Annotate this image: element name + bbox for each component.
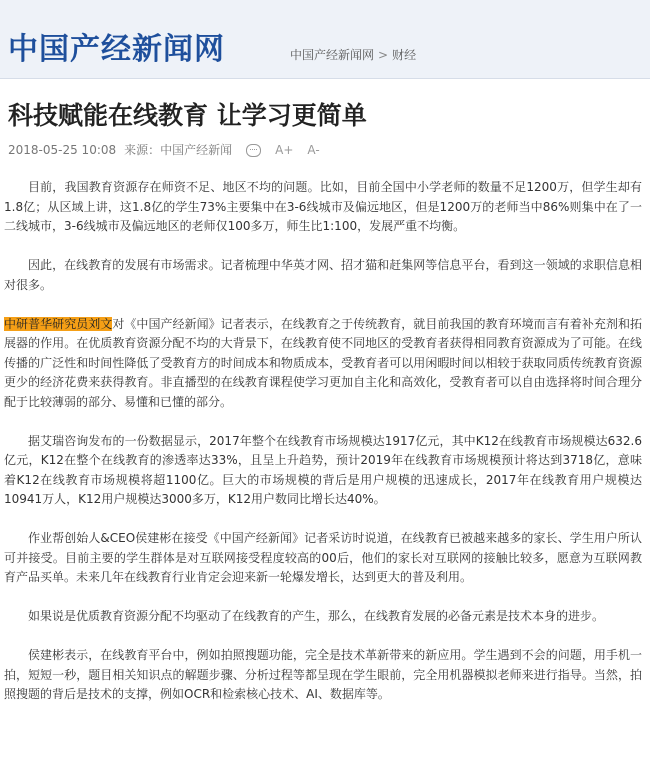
article-source: 来源：中国产经新闻 — [124, 143, 233, 157]
article-paragraph: 因此，在线教育的发展有市场需求。记者梳理中华英才网、招才猫和赶集网等信息平台，看到这一领域的求职信息相对很多。 — [4, 258, 642, 292]
site-header — [0, 0, 650, 79]
article-paragraph: 侯建彬表示，在线教育平台中，例如拍照搜题功能，完全是技术革新带来的新应用。学生遇到不会的问题，用手机一拍，短短一秒，题目相关知识点的解题步骤、分析过程等都呈现在学生眼前，完全用机器模拟老师来进行指导。当然，拍照搜题的背后是技术的支撑，例如OCR和检索核心技术、AI、数据库等。 — [4, 648, 642, 701]
comment-icon[interactable] — [246, 144, 261, 157]
breadcrumb-finance[interactable]: 财经 — [392, 48, 417, 62]
article-paragraph: 目前，我国教育资源存在师资不足、地区不均的问题。比如，目前全国中小学老师的数量不足1200万，但学生却有1.8亿；从区域上讲，这1.8亿的学生73%主要集中在3-6线城市及偏远地区，但是1200万的老师当中86%则集中在了一二线城市，3-6线城市及偏远地区的老师仅100多万，师生比1:100，发展严重不均衡。 — [4, 180, 642, 233]
font-increase-button[interactable]: A+ — [275, 142, 294, 157]
font-decrease-button[interactable]: A- — [307, 142, 320, 157]
publish-datetime: 2018-05-25 10:08 — [8, 142, 117, 157]
article-paragraph: 作业帮创始人&CEO侯建彬在接受《中国产经新闻》记者采访时说道，在线教育已被越来越多的家长、学生用户所认可并接受。目前主要的学生群体是对互联网接受程度较高的00后，他们的家长对互联网的接触比较多，愿意为互联网教育产品买单。未来几年在线教育行业肯定会迎来新一轮爆发增长，达到更大的普及利用。 — [4, 531, 642, 584]
highlighted-source-name: 中研普华研究员刘文 — [4, 316, 113, 331]
breadcrumb-home[interactable]: 中国产经新闻网 — [290, 48, 375, 62]
article-paragraph: 如果说是优质教育资源分配不均驱动了在线教育的产生，那么，在线教育发展的必备元素是技术本身的进步。 — [28, 609, 605, 623]
article-body — [4, 178, 642, 724]
site-logo[interactable]: 中国产经新闻网 — [8, 32, 225, 67]
breadcrumb-separator: > — [378, 48, 389, 62]
breadcrumb — [290, 46, 416, 63]
article-paragraph — [4, 315, 642, 413]
article-paragraph: 据艾瑞咨询发布的一份数据显示，2017年整个在线教育市场规模达1917亿元，其中K12在线教育市场规模达632.6亿元，K12在整个在线教育的渗透率达33%，且呈上升趋势，预计2019年在线教育市场规模预计将达到3718亿，意味着K12在线教育市场规模将超1100亿。巨大的市场规模的背后是用户规模的迅速成长，2017年在线教育用户规模达10941万人，K12用户规模达3000多万，K12用户数同比增长达40%。 — [4, 433, 642, 506]
article-title: 科技赋能在线教育 让学习更简单 — [8, 101, 367, 130]
article-meta — [8, 141, 320, 158]
article-paragraph-text: 对《中国产经新闻》记者表示，在线教育之于传统教育，就目前我国的教育环境而言有着补充剂和拓展器的作用。在优质教育资源分配不均的大背景下，在线教育使不同地区的受教育者获得相同教育资源成为了可能。在线传播的广泛性和时间性降低了受教育方的时间成本和物质成本，受教育者可以用闲暇时间以相较于获取同质传统教育资源更少的经济花费来获得教育。非直播型的在线教育课程使学习更加自主化和高效化，受教育者可以自由选择将时间合理分配于比较薄弱的部分、易懂和已懂的部分。 — [4, 316, 642, 409]
